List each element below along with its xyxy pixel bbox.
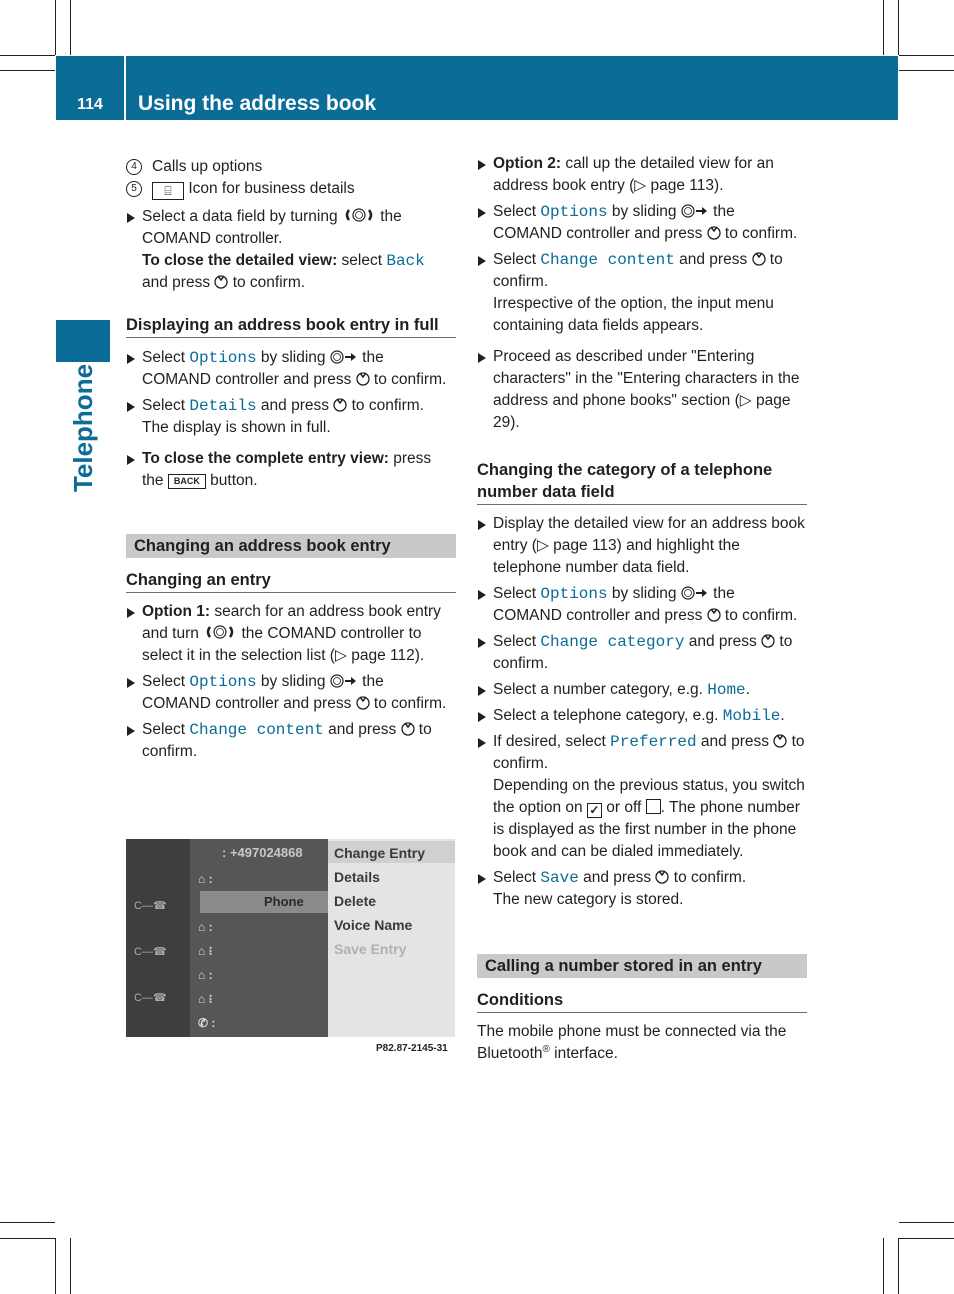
display-screenshot xyxy=(126,839,455,1037)
list-item: Select a telephone category, e.g. Mobile. xyxy=(477,705,807,727)
press-controller-icon xyxy=(752,250,766,266)
number-5-badge: 5 xyxy=(126,181,142,197)
legend-item-4: 4 Calls up options xyxy=(126,156,456,178)
press-controller-icon xyxy=(761,632,775,648)
left-column xyxy=(126,156,456,763)
section-heading: Conditions xyxy=(477,989,807,1013)
bullet-arrow-icon xyxy=(478,520,486,530)
bullet-arrow-icon xyxy=(127,608,135,618)
press-controller-icon xyxy=(401,720,415,736)
crop-mark xyxy=(55,1238,56,1294)
slide-right-icon xyxy=(681,586,709,600)
page-reference: ▷ page 113 xyxy=(536,537,617,554)
business-icon: ⌂ : xyxy=(198,968,213,982)
press-controller-icon xyxy=(655,868,669,884)
crop-mark xyxy=(899,1222,954,1223)
page-number: 114 xyxy=(77,96,103,113)
right-column xyxy=(477,153,807,1065)
list-item: Select Options by sliding the COMAND controller and press to confirm. xyxy=(477,201,807,245)
conditions-text: The mobile phone must be connected via the Bluetooth® interface. xyxy=(477,1023,787,1062)
checkbox-off-icon xyxy=(646,799,661,814)
list-item: If desired, select Preferred and press to confirm. Depending on the previous status, you switch the option on ✓ or off . The phone number is displayed as the first number in the phone book and can be dialed immediately. xyxy=(477,731,807,863)
bullet-arrow-icon xyxy=(478,590,486,600)
list-item: Select Change content and press to confirm. xyxy=(126,719,456,763)
press-controller-icon xyxy=(707,224,721,240)
bullet-arrow-icon xyxy=(478,160,486,170)
bullet-arrow-icon xyxy=(127,678,135,688)
back-key-icon: BACK xyxy=(168,474,206,489)
section-heading: Changing the category of a telephone number data field xyxy=(477,459,807,505)
bullet-arrow-icon xyxy=(478,874,486,884)
business-icon: ⌂ ⁝ xyxy=(198,992,213,1006)
crop-mark xyxy=(0,1222,55,1223)
page-reference: ▷ page 29 xyxy=(493,392,791,431)
bullet-arrow-icon xyxy=(127,726,135,736)
screenshot-left-column xyxy=(126,839,190,1037)
number-4-badge: 4 xyxy=(126,159,142,175)
menu-item-details[interactable]: Details xyxy=(334,869,380,885)
bullet-arrow-icon xyxy=(127,402,135,412)
section-heading: Displaying an address book entry in full xyxy=(126,314,456,338)
crop-mark xyxy=(883,0,884,55)
slide-right-icon xyxy=(681,204,709,218)
section-banner: Changing an address book entry xyxy=(126,534,456,558)
phone-entry-icon: C—☎ xyxy=(134,900,167,912)
slide-right-icon xyxy=(330,674,358,688)
crop-mark xyxy=(899,70,954,71)
bullet-arrow-icon xyxy=(478,738,486,748)
turn-controller-icon xyxy=(342,207,376,223)
list-item: Select Change content and press to confirm. Irrespective of the option, the input menu containing data fields appears. xyxy=(477,249,807,337)
crop-mark xyxy=(70,0,71,55)
phone-entry-icon: C—☎ xyxy=(134,992,167,1004)
crop-mark xyxy=(898,0,899,55)
list-item: Select a number category, e.g. Home. xyxy=(477,679,807,701)
crop-mark xyxy=(883,1238,884,1294)
crop-mark xyxy=(0,55,55,56)
bullet-arrow-icon xyxy=(478,256,486,266)
menu-item-save-entry: Save Entry xyxy=(334,941,407,957)
screenshot-phone-row: Phone xyxy=(200,891,328,913)
screenshot-options-menu xyxy=(328,839,455,1037)
list-item: Select Options by sliding the COMAND controller and press to confirm. xyxy=(126,671,456,715)
menu-item-voice-name[interactable]: Voice Name xyxy=(334,917,413,933)
press-controller-icon xyxy=(356,694,370,710)
page-reference: ▷ page 112 xyxy=(334,647,415,664)
figure-caption: P82.87-2145-31 xyxy=(376,1043,448,1054)
chapter-tab xyxy=(56,320,110,362)
section-heading: Changing an entry xyxy=(126,569,456,593)
page-header xyxy=(56,56,898,120)
crop-mark xyxy=(0,1238,55,1239)
checkbox-on-icon: ✓ xyxy=(587,803,602,818)
press-controller-icon xyxy=(214,273,228,289)
bullet-arrow-icon xyxy=(127,213,135,223)
bullet-arrow-icon xyxy=(478,638,486,648)
header-divider xyxy=(124,56,126,120)
chapter-label: Telephone xyxy=(68,363,98,493)
crop-mark xyxy=(898,1238,899,1294)
slide-right-icon xyxy=(330,350,358,364)
bullet-arrow-icon xyxy=(127,455,135,465)
home-icon: ⌂ : xyxy=(198,872,213,886)
screenshot-phone-number: : +497024868 xyxy=(222,845,303,860)
list-item: Select Details and press to confirm. The display is shown in full. xyxy=(126,395,456,439)
bullet-arrow-icon xyxy=(478,208,486,218)
business-icon: ⌸ xyxy=(152,182,184,200)
home-icon: ⌂ : xyxy=(198,920,213,934)
list-item: Display the detailed view for an address book entry (▷ page 113) and highlight the telephone number data field. xyxy=(477,513,807,579)
menu-item-back: Back xyxy=(386,252,425,270)
page-reference: ▷ page 113 xyxy=(634,177,715,194)
section-banner: Calling a number stored in an entry xyxy=(477,954,807,978)
crop-mark xyxy=(0,70,55,71)
menu-item-delete[interactable]: Delete xyxy=(334,893,377,909)
press-controller-icon xyxy=(773,732,787,748)
crop-mark xyxy=(55,0,56,55)
crop-mark xyxy=(899,55,954,56)
list-item: Proceed as described under "Entering characters" in the "Entering characters in the address and phone books" section (▷ page 29). xyxy=(477,346,807,434)
list-item: Select Save and press to confirm. The new category is stored. xyxy=(477,867,807,911)
press-controller-icon xyxy=(333,396,347,412)
press-controller-icon xyxy=(356,370,370,386)
list-item: Option 1: search for an address book entry and turn the COMAND controller to select it in the selection list (▷ page 112). xyxy=(126,601,456,667)
list-item: Select Options by sliding the COMAND controller and press to confirm. xyxy=(126,347,456,391)
crop-mark xyxy=(70,1238,71,1294)
menu-item-change-entry[interactable]: Change Entry xyxy=(334,845,426,861)
home-icon: ⌂ ⁝ xyxy=(198,944,213,958)
turn-controller-icon xyxy=(203,624,237,640)
list-item: Select Change category and press to confirm. xyxy=(477,631,807,675)
phone-entry-icon: C—☎ xyxy=(134,946,167,958)
crop-mark xyxy=(899,1238,954,1239)
list-item: Select Options by sliding the COMAND controller and press to confirm. xyxy=(477,583,807,627)
bullet-arrow-icon xyxy=(478,712,486,722)
mobile-icon: ✆ : xyxy=(198,1016,216,1030)
press-controller-icon xyxy=(707,606,721,622)
legend-item-5: 5 ⌸ Icon for business details xyxy=(126,178,456,200)
list-item: Select a data field by turning the COMAND controller. To close the detailed view: select Back and press to confirm. xyxy=(126,206,456,294)
bullet-arrow-icon xyxy=(478,686,486,696)
list-item: To close the complete entry view: press the BACK button. xyxy=(126,448,456,492)
list-item: Option 2: call up the detailed view for an address book entry (▷ page 113). xyxy=(477,153,807,197)
page-title: Using the address book xyxy=(138,92,377,115)
bullet-arrow-icon xyxy=(127,354,135,364)
bullet-arrow-icon xyxy=(478,353,486,363)
